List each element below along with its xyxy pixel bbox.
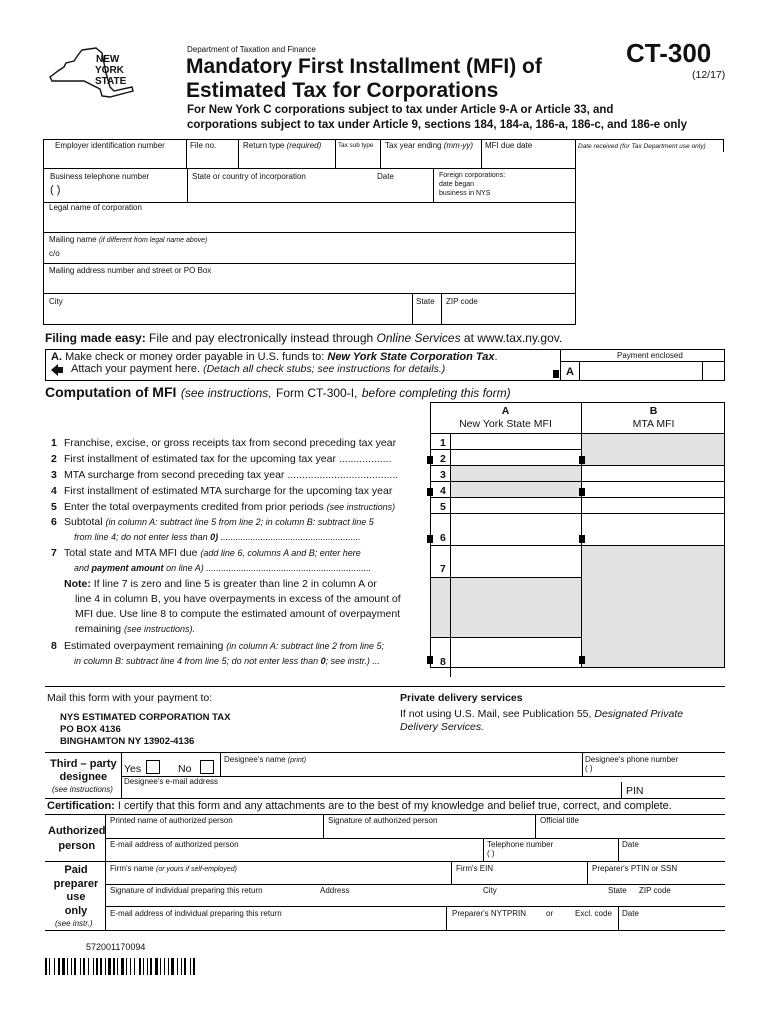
- or-label: or: [546, 909, 554, 918]
- line-4-number: 4: [51, 485, 57, 497]
- designee-phone-label: Designee's phone number: [585, 755, 679, 764]
- barcode-bar: [58, 958, 60, 975]
- excl-code-label: Excl. code: [575, 909, 612, 918]
- barcode-bar: [54, 958, 55, 975]
- barcode-bar: [134, 958, 135, 975]
- barcode-bar: [80, 958, 81, 975]
- computation-title: Computation of MFI (see instructions, Form CT-300-I, before completing this form): [45, 384, 511, 400]
- legal-name-label: Legal name of corporation: [49, 203, 142, 212]
- barcode-bar: [150, 958, 152, 975]
- barcode-bar: [155, 958, 158, 975]
- state-incorporation-label: State or country of incorporation: [192, 172, 306, 181]
- designee-phone-field[interactable]: ( ): [585, 764, 593, 773]
- payment-instruction-line2: Attach your payment here. (Detach all check stubs; see instructions for details.): [71, 363, 446, 375]
- line-a-label: A: [566, 366, 574, 378]
- barcode-bar: [171, 958, 174, 975]
- designee-name-label: Designee's name (print): [224, 755, 307, 764]
- barcode-bar: [143, 958, 144, 975]
- line-7-number: 7: [51, 547, 57, 559]
- barcode-bar: [139, 958, 141, 975]
- preparer-city-label: City: [483, 886, 497, 895]
- line-1-box-number: 1: [440, 437, 446, 449]
- preparer-email-label: E-mail address of individual preparing this return: [110, 909, 282, 918]
- line-6-text: Subtotal (in column A: subtract line 5 from line 2; in column B: subtract line 5: [64, 516, 374, 528]
- barcode-bar: [45, 958, 47, 975]
- city-label: City: [49, 297, 63, 306]
- line-4-col-b-input[interactable]: [583, 482, 723, 496]
- line-4-text: First installment of estimated MTA surcharge for the upcoming tax year: [64, 485, 393, 497]
- barcode-bar: [160, 958, 161, 975]
- line-3-number: 3: [51, 469, 57, 481]
- line-3-col-b-input[interactable]: [583, 466, 723, 480]
- barcode-bar: [96, 958, 98, 975]
- third-party-title: Third – party designee: [50, 758, 117, 783]
- certification-statement: Certification: I certify that this form and any attachments are to the best of my knowledge and belief true, correct, and complete.: [47, 800, 672, 812]
- line-2-number: 2: [51, 453, 57, 465]
- foreign-corp-date-label: Foreign corporations: date began business in NYS: [439, 172, 506, 197]
- barcode-number: 572001170094: [86, 942, 146, 952]
- line-5-text: Enter the total overpayments credited from prior periods (see instructions): [64, 501, 396, 513]
- incorporation-date-label: Date: [377, 172, 394, 181]
- no-label: No: [178, 763, 192, 775]
- line-7-text: Total state and MTA MFI due (add line 6, columns A and B; enter here: [64, 547, 361, 559]
- barcode-bar: [71, 958, 72, 975]
- line-7-note: and payment amount on line A) ..................................................................: [74, 563, 372, 573]
- authorized-email-label: E-mail address of authorized person: [110, 840, 239, 849]
- preparer-nytprin-label: Preparer's NYTPRIN: [452, 909, 526, 918]
- barcode-bar: [67, 958, 68, 975]
- firm-ein-label: Firm's EIN: [456, 864, 494, 873]
- line-2-box-number: 2: [440, 453, 446, 465]
- barcode-bar: [193, 958, 195, 975]
- mailing-address-label: Mailing address number and street or PO Box: [49, 266, 212, 275]
- zip-label: ZIP code: [446, 297, 478, 306]
- barcode-bar: [177, 958, 178, 975]
- firm-name-label: Firm's name (or yours if self-employed): [110, 864, 237, 873]
- barcode-bar: [147, 958, 148, 975]
- line-5-col-b-input[interactable]: [583, 498, 723, 512]
- date-received-label: Date received (for Tax Department use only): [578, 143, 706, 150]
- barcode-bar: [126, 958, 127, 975]
- barcode-bar: [164, 958, 165, 975]
- line-1-number: 1: [51, 437, 57, 449]
- private-delivery-title: Private delivery services: [400, 692, 523, 704]
- column-b-label: MTA MFI: [632, 418, 675, 430]
- line-5-number: 5: [51, 501, 57, 513]
- barcode-bar: [74, 958, 76, 975]
- business-phone-label: Business telephone number: [50, 172, 150, 181]
- authorized-person-title: Authorized person: [48, 825, 106, 852]
- barcode-bar: [130, 958, 131, 975]
- form-number: CT-300: [626, 38, 712, 68]
- form-title: Mandatory First Installment (MFI) of Estimated Tax for Corporations: [186, 55, 542, 102]
- barcode-bar: [49, 958, 50, 975]
- paid-preparer-note: (see instr.): [55, 919, 93, 928]
- authorized-signature-label: Signature of authorized person: [328, 816, 438, 825]
- overpayment-note: Note: If line 7 is zero and line 5 is greater than line 2 in column A or line 4 in column B, you have overpayments in excess of the amount of MFI due. Use line 8 to compute the estimated amount of overpayment remaining (see instructions).: [64, 578, 401, 635]
- line-8-box-number: 8: [440, 656, 446, 668]
- mail-label: Mail this form with your payment to:: [47, 692, 213, 704]
- authorized-phone-field[interactable]: ( ): [487, 849, 495, 858]
- preparer-zip-label: ZIP code: [639, 886, 671, 895]
- department-name: Department of Taxation and Finance: [187, 45, 316, 54]
- line-2-col-a-input[interactable]: [452, 450, 580, 464]
- payment-enclosed-label: Payment enclosed: [617, 351, 683, 360]
- yes-label: Yes: [124, 763, 142, 775]
- mailing-name-label: Mailing name (if different from legal name above): [49, 235, 208, 244]
- line-7-box-number: 7: [440, 563, 446, 575]
- column-b-letter: B: [649, 405, 658, 417]
- barcode-bar: [190, 958, 191, 975]
- line-6-col-b-input[interactable]: [583, 514, 723, 544]
- preparer-address-label: Address: [320, 886, 350, 895]
- filing-made-easy: Filing made easy: File and pay electronically instead through Online Services at www.tax.ny.gov.: [45, 331, 563, 345]
- line-6-note: from line 4; do not enter less than 0) ........................................................: [74, 532, 361, 542]
- preparer-signature-label: Signature of individual preparing this return: [110, 886, 263, 895]
- column-a-label: New York State MFI: [459, 418, 552, 430]
- line-5-col-a-input[interactable]: [452, 498, 580, 512]
- state-label: State: [416, 297, 435, 306]
- care-of-label: c/o: [49, 249, 60, 258]
- line-3-box-number: 3: [440, 469, 446, 481]
- barcode-bar: [83, 958, 85, 975]
- pin-label: PIN: [626, 785, 644, 797]
- logo-text: NEW YORK STATE: [95, 54, 127, 87]
- barcode-bar: [168, 958, 169, 975]
- barcode-bar: [93, 958, 94, 975]
- barcode-bar: [181, 958, 182, 975]
- barcode-bar: [100, 958, 102, 975]
- attach-arrow-icon: [51, 364, 63, 376]
- line-7-col-a-input[interactable]: [452, 546, 580, 576]
- tax-year-ending-label: Tax year ending (mm-yy): [385, 141, 474, 150]
- paid-preparer-title: Paid preparer use only: [53, 864, 99, 917]
- payment-amount-field[interactable]: [580, 362, 701, 380]
- barcode-bar: [105, 958, 106, 975]
- line-8-note: in column B: subtract line 4 from line 5; do not enter less than 0; see instr.) ...: [74, 656, 380, 666]
- barcode-bar: [113, 958, 115, 975]
- mailing-address: NYS ESTIMATED CORPORATION TAX PO BOX 4136 BINGHAMTON NY 13902-4136: [60, 712, 231, 747]
- line-1-col-a-input[interactable]: [452, 434, 580, 448]
- line-5-box-number: 5: [440, 501, 446, 513]
- form-subtitle: For New York C corporations subject to tax under Article 9-A or Article 33, and corporations subject to tax under Article 9, sections 184, 184-a, 186-a, 186-c, and 186-e only: [187, 104, 688, 131]
- barcode-bar: [184, 958, 186, 975]
- line-8-text: Estimated overpayment remaining (in column A: subtract line 2 from line 5;: [64, 640, 384, 652]
- form-revision: (12/17): [692, 69, 726, 81]
- line-4-box-number: 4: [440, 485, 446, 497]
- authorized-printed-name-label: Printed name of authorized person: [110, 816, 233, 825]
- barcode-bar: [62, 958, 65, 975]
- authorized-date-label: Date: [622, 840, 639, 849]
- line-6-col-a-input[interactable]: [452, 514, 580, 544]
- tax-sub-type-label: Tax sub type: [338, 142, 374, 149]
- column-a-letter: A: [501, 405, 510, 417]
- barcode-bar: [108, 958, 111, 975]
- third-party-no-checkbox[interactable]: [200, 760, 214, 774]
- payment-instruction-line1: A. Make check or money order payable in U.S. funds to: New York State Corporation Tax.: [51, 351, 498, 363]
- preparer-ptin-label: Preparer's PTIN or SSN: [592, 864, 678, 873]
- line-3-text: MTA surcharge from second preceding tax year ......................................: [64, 469, 399, 481]
- business-phone-area-code[interactable]: ( ): [50, 184, 61, 196]
- line-6-box-number: 6: [440, 532, 446, 544]
- official-title-label: Official title: [540, 816, 579, 825]
- barcode-bar: [121, 958, 124, 975]
- line-1-text: Franchise, excise, or gross receipts tax from second preceding tax year: [64, 437, 397, 449]
- private-delivery-text: If not using U.S. Mail, see Publication 55, Designated Private Delivery Services.: [400, 708, 684, 733]
- third-party-note: (see instructions): [52, 785, 113, 794]
- preparer-state-label: State: [608, 886, 627, 895]
- line-8-col-a-input[interactable]: [452, 638, 580, 666]
- file-no-label: File no.: [190, 141, 217, 150]
- return-type-label: Return type (required): [243, 141, 322, 150]
- line-8-number: 8: [51, 640, 57, 652]
- preparer-date-label: Date: [622, 909, 639, 918]
- line-2-text: First installment of estimated tax for the upcoming tax year ..................: [64, 453, 392, 465]
- ein-label: Employer identification number: [55, 141, 165, 150]
- line-6-number: 6: [51, 516, 57, 528]
- barcode-bar: [117, 958, 118, 975]
- mfi-due-date-label: MFI due date: [485, 141, 533, 150]
- designee-email-label: Designee's e-mail address: [124, 777, 219, 786]
- authorized-telephone-label: Telephone number: [487, 840, 554, 849]
- barcode-bar: [88, 958, 89, 975]
- third-party-yes-checkbox[interactable]: [146, 760, 160, 774]
